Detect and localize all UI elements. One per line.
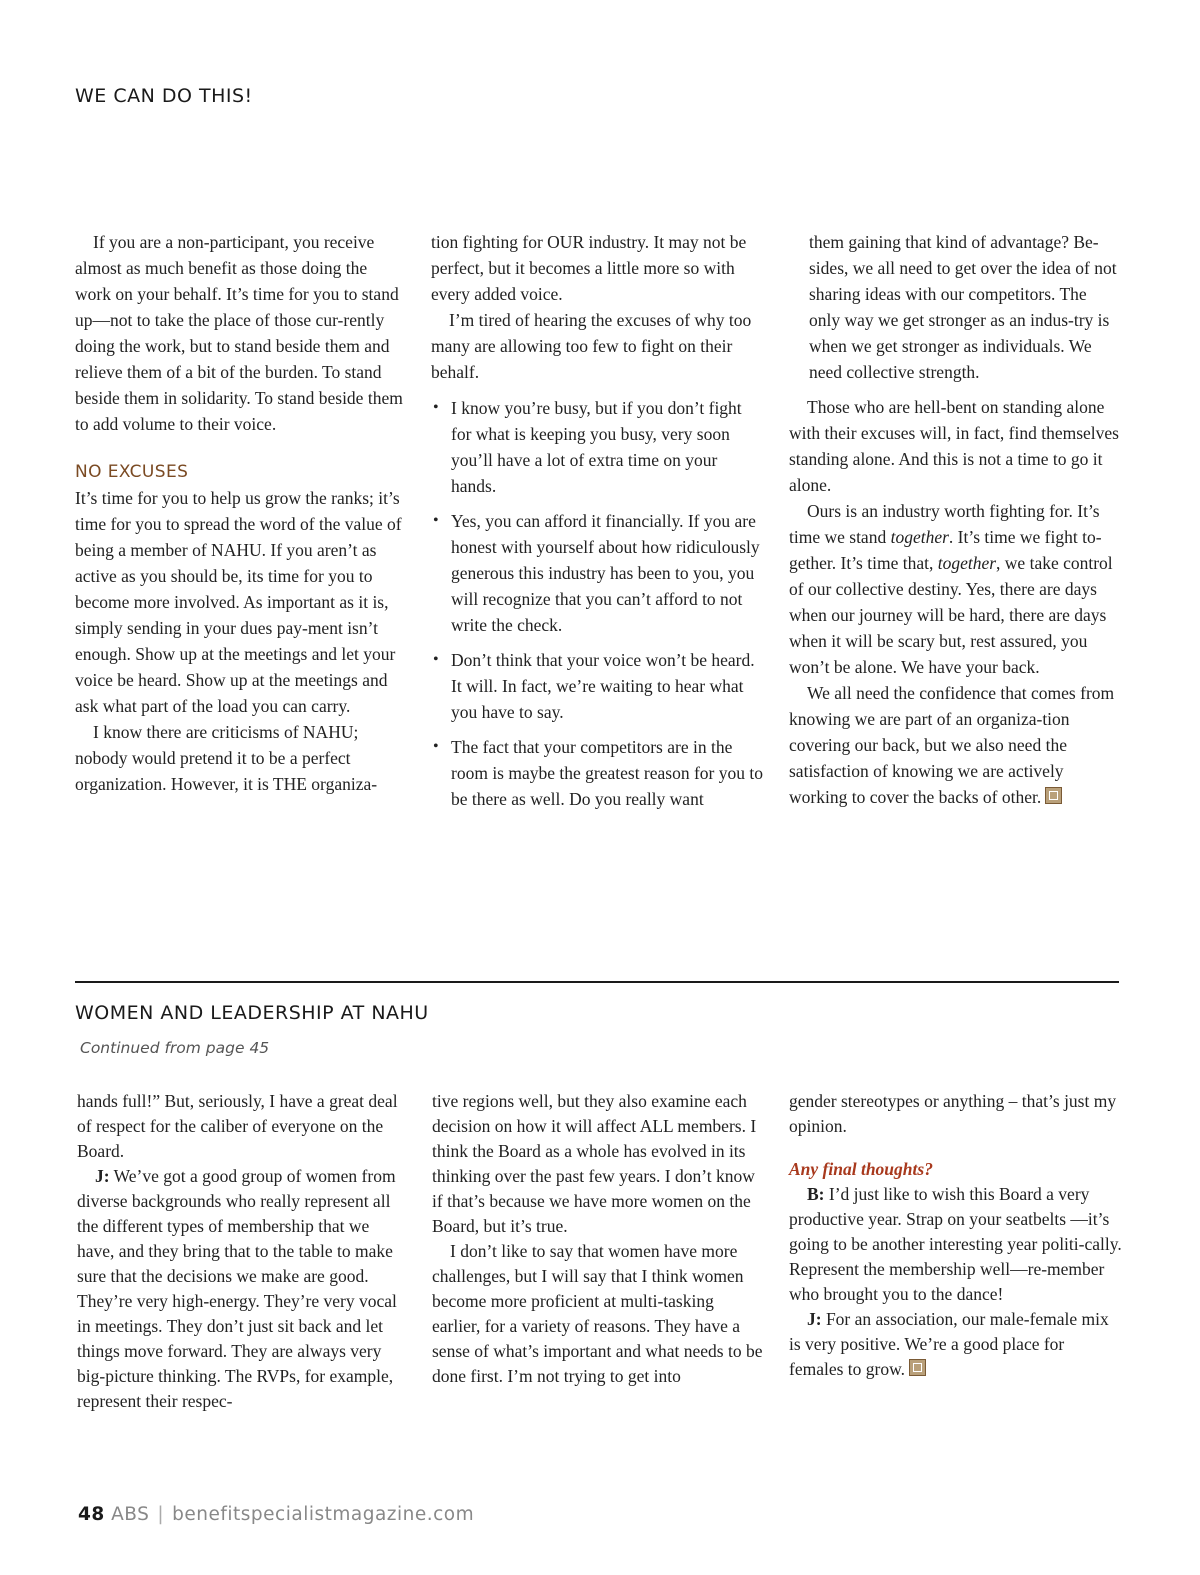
paragraph <box>789 680 1122 810</box>
text-run: , we take control of our collective destiny. Yes, there are days when our journey will be hard, there are days when it will be scary but, rest assured, you won’t be alone. We have your back. <box>789 553 1113 677</box>
text-run: Ours is an industry worth fighting for. It’s time we stand <box>789 501 1100 547</box>
bullet-continuation: them gaining that kind of advantage? Be-sides, we all need to get over the idea of not sharing ideas with our competitors. The only way we get stronger as an indus-try is when we get stronger as individuals. We need collective strength. <box>809 232 1117 382</box>
text-run: We all need the confidence that comes from knowing we are part of an organiza-tion covering our back, but we also need the satisfaction of knowing we are actively working to cover the backs of other. <box>789 683 1115 807</box>
interview-question: Any final thoughts? <box>789 1159 933 1179</box>
column-1 <box>77 1089 410 1414</box>
paragraph: I know there are criticisms of NAHU; nobody would pretend it to be a perfect organization. However, it is THE organiza- <box>75 722 378 794</box>
paragraph: I’m tired of hearing the excuses of why too many are allowing too few to fight on their behalf. <box>431 310 752 382</box>
paragraph <box>789 1182 1122 1307</box>
column-2 <box>431 229 766 821</box>
speaker-label: B: <box>807 1184 825 1204</box>
publication-name: ABS <box>111 1504 150 1525</box>
speaker-label: J: <box>807 1309 822 1329</box>
paragraph <box>77 1164 410 1414</box>
column-1 <box>75 229 407 797</box>
paragraph: tive regions well, but they also examine each decision on how it will affect ALL members. I think the Board as a whole has evolved in its thinking over the past few years. I don’t know if that’s because we have more women on the Board, but it’s true. <box>432 1091 757 1236</box>
paragraph: If you are a non-participant, you receive almost as much benefit as those doing the work on your behalf. It’s time for you to stand up—not to take the place of those cur-rently doing the work, but to stand beside them and relieve them of a bit of the burden. To stand beside them in solidarity. To stand beside them to add volume to their voice. <box>75 232 403 434</box>
column-2 <box>432 1089 765 1389</box>
paragraph: Those who are hell-bent on standing alone with their excuses will, in fact, find themselves standing alone. And this is not a time to go it alone. <box>789 397 1119 495</box>
column-3 <box>789 229 1122 810</box>
paragraph: I don’t like to say that women have more challenges, but I will say that I think women become more proficient at multi-tasking earlier, for a variety of reasons. They have a sense of what’s important and what needs to be done first. I’m not trying to get into <box>432 1241 763 1386</box>
section-title: WOMEN AND LEADERSHIP AT NAHU <box>75 1002 429 1024</box>
paragraph: It’s time for you to help us grow the ranks; it’s time for you to spread the word of the value of being a member of NAHU. If you aren’t as active as you should be, its time for you to become more involved. As important as it is, simply sending in your dues pay-ment isn’t enough. Show up at the meetings and let your voice be heard. Show up at the meetings and ask what part of the load you can carry. <box>75 488 402 716</box>
continued-note: Continued from page 45 <box>80 1039 270 1057</box>
paragraph: tion fighting for OUR industry. It may not be perfect, but it becomes a little more so with every added voice. <box>431 232 747 304</box>
text-run: . It’s time we fight to-gether. It’s time that, <box>789 527 1102 573</box>
speaker-label: J: <box>95 1166 110 1186</box>
text-run: I’d just like to wish this Board a very productive year. Strap on your seatbelts —it’s going to be another interesting year politi-cally. Represent the membership well—re-member who brought you to the dance! <box>789 1184 1122 1304</box>
website-link[interactable]: benefitspecialistmagazine.com <box>172 1504 475 1525</box>
page-header: WE CAN DO THIS! <box>75 84 253 107</box>
list-item: • The fact that your competitors are in the room is maybe the greatest reason for you to be there as well. Do you really want <box>451 734 766 812</box>
text-run: For an association, our male-female mix is very positive. We’re a good place for females to grow. <box>789 1309 1109 1379</box>
text-run: We’ve got a good group of women from diverse backgrounds who really represent all the different types of membership that we have, and they bring that to the table to make sure that the decisions we make are good. They’re very high-energy. They’re very vocal in meetings. They don’t just sit back and let things move forward. They are always very big-picture thinking. The RVPs, for example, represent their respec- <box>77 1166 397 1411</box>
subhead-no-excuses: NO EXCUSES <box>75 462 189 482</box>
list-item: • Yes, you can afford it financially. If you are honest with yourself about how ridiculously generous this industry has been to you, you will recognize that you can’t afford to not write the check. <box>451 508 766 638</box>
paragraph: hands full!” But, seriously, I have a great deal of respect for the caliber of everyone on the Board. <box>77 1091 398 1161</box>
page-number: 48 <box>78 1504 105 1525</box>
list-item: • I know you’re busy, but if you don’t fight for what is keeping you busy, very soon you’ll have a lot of extra time on your hands. <box>451 395 766 499</box>
excuses-list <box>431 395 766 812</box>
column-3 <box>789 1089 1122 1382</box>
emphasis: together <box>890 527 949 547</box>
footer-separator: | <box>157 1504 165 1525</box>
paragraph: gender stereotypes or anything – that’s just my opinion. <box>789 1091 1117 1136</box>
end-of-article-icon <box>909 1359 926 1376</box>
end-of-article-icon <box>1045 787 1062 804</box>
list-item: • Don’t think that your voice won’t be heard. It will. In fact, we’re waiting to hear what you have to say. <box>451 647 766 725</box>
paragraph <box>789 1307 1122 1382</box>
section-divider <box>75 981 1119 983</box>
paragraph <box>789 498 1122 680</box>
page-footer <box>78 1504 474 1525</box>
emphasis: together <box>937 553 997 573</box>
